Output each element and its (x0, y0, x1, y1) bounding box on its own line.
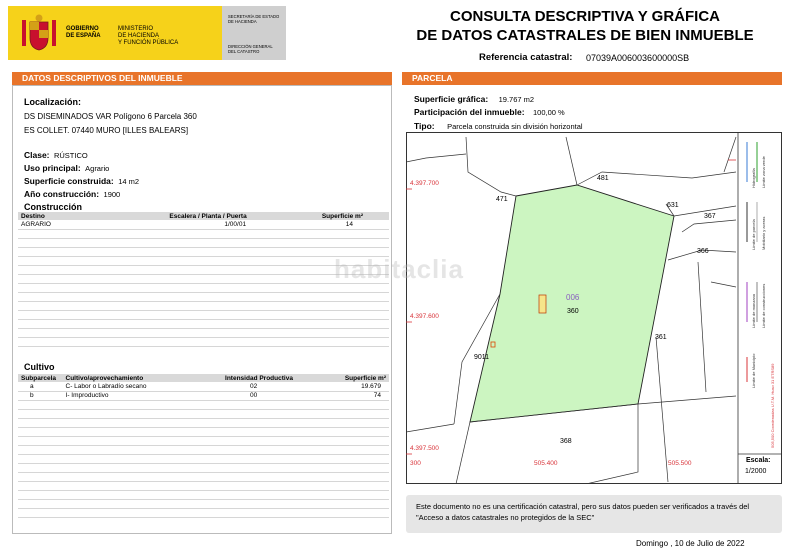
table-row (18, 499, 389, 508)
table-row (18, 301, 389, 310)
coord-label: 4.397.600 (410, 313, 439, 320)
table-row (18, 508, 389, 517)
legend-text: Límite de parcela (751, 219, 756, 250)
verification-note: Este documento no es una certificación catastral, pero sus datos pueden ser verificados a través del "Acceso a datos catastrales no protegidos de la SEC" (406, 495, 782, 533)
tipo-label: Tipo: (414, 121, 435, 131)
table-row (18, 454, 389, 463)
table-row (18, 481, 389, 490)
parcel-label: 361 (655, 334, 667, 341)
cultivo-cell: 19.679 (307, 382, 389, 391)
construccion-title: Construcción (24, 202, 83, 212)
ref-value: 07039A006003600000SB (586, 53, 690, 63)
cultivo-header-row (18, 374, 389, 382)
cultivo-cell: I- Improductivo (63, 391, 223, 400)
footer-date: Domingo , 10 de Julio de 2022 (636, 539, 745, 548)
parcela-bar: PARCELA (402, 72, 782, 85)
table-row (18, 436, 389, 445)
legend-text: Hidrografía (751, 168, 756, 188)
coord-label: 4.397.500 (410, 445, 439, 452)
table-row (18, 229, 389, 238)
cultivo-table-wrap (18, 374, 389, 518)
coat-of-arms-icon (20, 14, 58, 54)
watermark: habitaclia (334, 254, 464, 284)
construccion-col-escalera: Escalera / Planta / Puerta (166, 212, 296, 220)
coord-label: 4.397.700 (410, 180, 439, 187)
table-row (18, 409, 389, 418)
cultivo-cell: 02 (222, 382, 307, 391)
ministerio-text: MINISTERIO DE HACIENDA Y FUNCIÓN PÚBLICA (118, 26, 179, 46)
parcel-label: 006 (566, 293, 580, 302)
table-row (18, 220, 389, 229)
superficie-value: 14 m2 (118, 177, 140, 186)
parcel-label: 471 (496, 196, 508, 203)
table-row (18, 310, 389, 319)
coord-label: 505.400 (534, 460, 558, 467)
table-row (18, 400, 389, 409)
cultivo-col-cultivo: Cultivo/aprovechamiento (63, 374, 223, 382)
localizacion-line1: DS DISEMINADOS VAR Polígono 6 Parcela 360 (24, 112, 197, 121)
escala-value: 1/2000 (745, 468, 767, 475)
table-row (18, 391, 389, 400)
legend-text: Límite de manzana (751, 293, 756, 328)
uso-label: Uso principal: (24, 163, 81, 173)
ref-label: Referencia catastral: (479, 52, 573, 63)
parcel-label: 368 (560, 438, 572, 445)
table-row (18, 472, 389, 481)
participacion-label: Participación del inmueble: (414, 107, 525, 117)
direccion-text: DIRECCIÓN GENERAL DEL CATASTRO (228, 44, 273, 54)
coord-label: 505.500 (668, 460, 692, 467)
table-row (18, 328, 389, 337)
legend-text: Límite zona verde (761, 156, 766, 188)
cultivo-cell: b (18, 391, 63, 400)
table-row (18, 238, 389, 247)
parcel-label: 9011 (474, 354, 490, 361)
parcel-label: 367 (704, 213, 716, 220)
cultivo-cell: 00 (222, 391, 307, 400)
parcel-label: 360 (567, 308, 579, 315)
table-row (18, 463, 389, 472)
anio-row (24, 184, 120, 202)
cultivo-col-superficie: Superficie m² (307, 374, 389, 382)
clase-value: RÚSTICO (53, 151, 88, 160)
superficie-label: Superficie construida: (24, 176, 114, 186)
table-row (18, 427, 389, 436)
gobierno-text: GOBIERNO DE ESPAÑA (66, 26, 101, 39)
table-row (18, 418, 389, 427)
anio-label: Año construcción: (24, 189, 100, 199)
construccion-cell: 14 (296, 220, 389, 229)
legend-text: Mobiliario y aceras (761, 216, 766, 250)
legend-text: Límite de Municipio (751, 353, 756, 388)
cultivo-title: Cultivo (24, 362, 55, 372)
cultivo-col-intensidad: Intensidad Productiva (222, 374, 307, 382)
cultivo-cell: a (18, 382, 63, 391)
secretaria-text: SECRETARÍA DE ESTADO DE HACIENDA (228, 14, 280, 24)
parcel-label: 366 (697, 248, 709, 255)
table-row (18, 445, 389, 454)
table-row (18, 292, 389, 301)
sup-grafica-label: Superficie gráfica: (414, 94, 489, 104)
construccion-col-destino: Destino (18, 212, 166, 220)
localizacion-line2: ES COLLET. 07440 MURO [ILLES BALEARS] (24, 126, 189, 135)
cultivo-table (18, 374, 389, 518)
cultivo-cell: 74 (307, 391, 389, 400)
uso-value: Agrario (85, 164, 110, 173)
localizacion-label: Localización: (24, 97, 82, 107)
parcel-label: 631 (667, 202, 679, 209)
construccion-cell: 1/00/01 (166, 220, 296, 229)
participacion-value: 100,00 % (532, 108, 565, 117)
tipo-value: Parcela construida sin división horizontal (447, 122, 583, 131)
table-row (18, 337, 389, 346)
table-row (18, 490, 389, 499)
coord-label: 300 (410, 460, 421, 467)
clase-label: Clase: (24, 150, 50, 160)
construccion-header-row (18, 212, 389, 220)
cultivo-cell: C- Labor o Labradío secano (63, 382, 223, 391)
legend-text-strip (744, 132, 782, 452)
anio-value: 1900 (103, 190, 121, 199)
legend-text: Límite de construcciones (761, 283, 766, 328)
parcel-label: 481 (597, 175, 609, 182)
table-row (18, 319, 389, 328)
crs-text: 505,500 Coordenadas U.T.M. Huso 31 ETRS89 (770, 363, 775, 448)
datos-descriptivos-bar: DATOS DESCRIPTIVOS DEL INMUEBLE (12, 72, 392, 85)
sup-grafica-value: 19.767 m2 (498, 95, 535, 104)
construccion-col-superficie: Superficie m² (296, 212, 389, 220)
page-title: CONSULTA DESCRIPTIVA Y GRÁFICA DE DATOS CATASTRALES DE BIEN INMUEBLE (416, 8, 754, 44)
construccion-cell: AGRARIO (18, 220, 166, 229)
escala-label: Escala: (746, 457, 771, 464)
map-labels (406, 132, 782, 484)
cultivo-col-subparcela: Subparcela (18, 374, 63, 382)
table-row (18, 382, 389, 391)
